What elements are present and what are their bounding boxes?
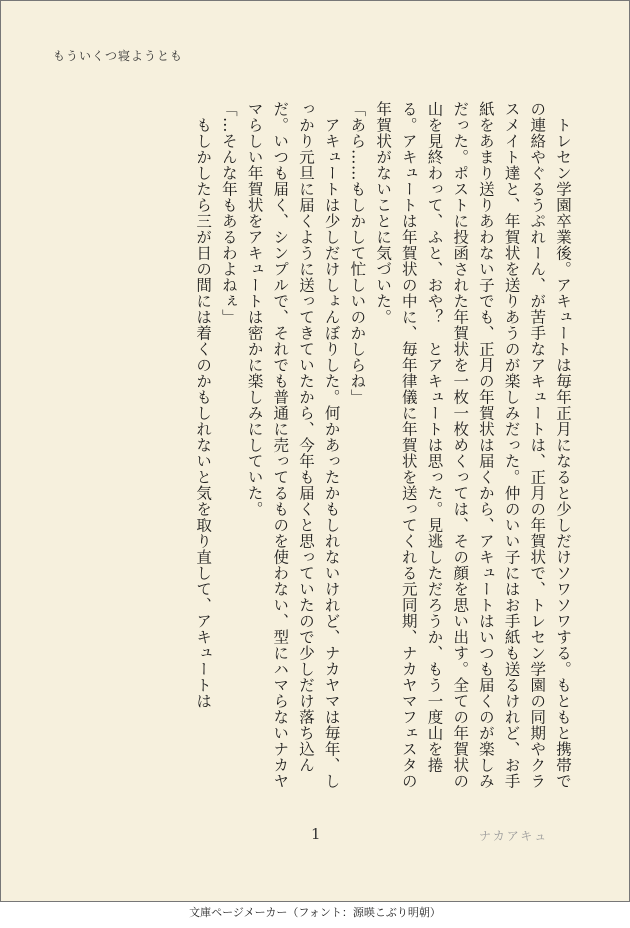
author-name: ナカアキュ [479, 829, 549, 843]
body-text [189, 101, 575, 791]
paragraph-3: もしかしたら三が日の間には着くのかもしれないと気を取り直して、アキュートは [194, 116, 213, 709]
footer-credit: 文庫ページメーカー（フォント：源暎こぶり明朝） [189, 906, 441, 919]
page-number: 1 [311, 825, 321, 843]
paragraph-1: トレセン学園卒業後。アキュートは毎年正月になると少しだけソワソワする。もともと携帯での連絡やぐるうぷれーん、が苦手なアキュートは、正月の年賀状で、トレセン学園の同期やクラスメイト達と、年賀状を送りあうのが楽しみだった。仲のいい子にはお手紙も送るけれど、お手紙をあまり送りあわない子でも、正月の年賀状は届くから、アキュートはいつも届くのが楽しみだった。ポストに投函された年賀状を一枚一枚めくっては、その顔を思い出す。全ての年賀状の山を見終わって、ふと、おや？ とアキュートは思った。見逃しただろうか、もう一度山を捲る。アキュートは年賀状の中に、毎年律儀に年賀状を送ってくれる元同期、ナカヤマフェスタの年賀状がないことに気づいた。 [374, 101, 572, 789]
chapter-title: もういくつ寝ようとも [53, 49, 184, 63]
paragraph-2: アキュートは少しだけしょんぼりした。何かあったかもしれないけれど、ナカヤマは毎年、しっかり元旦に届くように送ってきていたから、今年も届くと思っていたので少しだけ落ち込んだ。いつも届く、シンプルで、それでも普通に売ってるものを使わない、型にハマらないナカヤマらしい年賀状をアキュートは密かに楽しみにしていた。 [245, 101, 341, 789]
dialogue-2: 「…そんな年もあるわよねぇ」 [219, 101, 238, 325]
dialogue-1: 「あら……もしかして忙しいのかしらね」 [348, 101, 367, 405]
